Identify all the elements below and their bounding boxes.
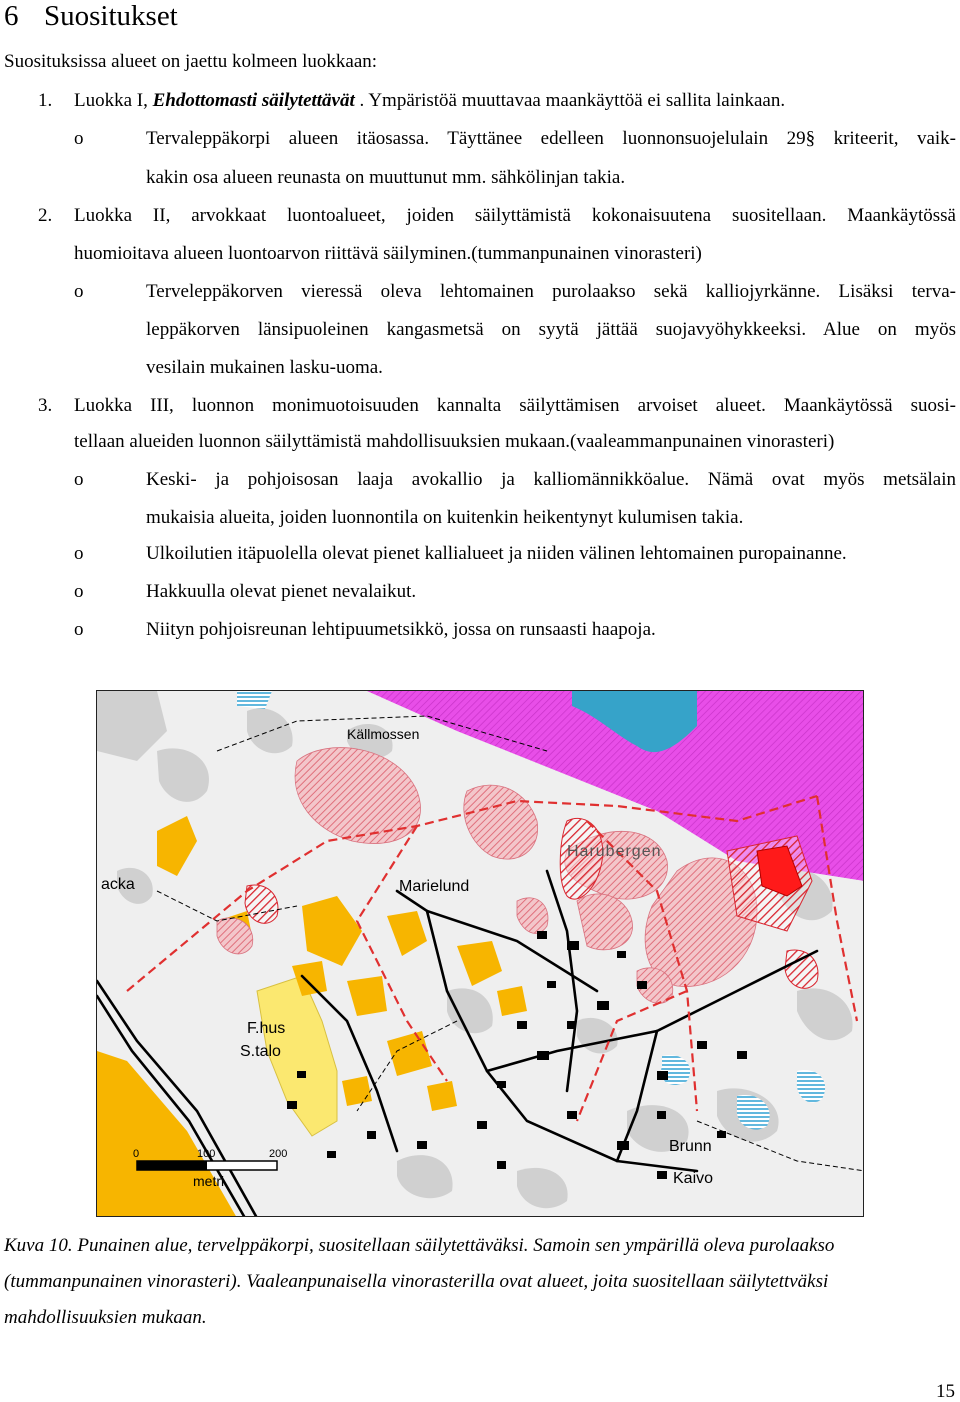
- list-marker: 2.: [38, 205, 53, 226]
- place-label: F.hus: [247, 1020, 286, 1037]
- place-label: S.talo: [240, 1043, 281, 1060]
- list-item-line: Ulkoilutien itäpuolella olevat pienet kallialueet ja niiden välinen lehtomainen puropainanne.: [146, 543, 847, 564]
- list-item-line: leppäkorven länsipuoleinen kangasmetsä on syytä jättää suojavyöhykkeeksi. Alue on myös: [146, 319, 956, 340]
- scale-unit: metri: [193, 1173, 225, 1189]
- place-label: Kaivo: [673, 1170, 714, 1187]
- class-2-line: Luokka II, arvokkaat luontoalueet, joiden säilyttämistä kokonaisuutena suositellaan. Maankäytössä: [74, 205, 956, 226]
- class-3-line: Luokka III, luonnon monimuotoisuuden kannalta säilyttämisen arvoiset alueet. Maankäytössä suosi-: [74, 395, 956, 416]
- scale-tick: 200: [269, 1148, 288, 1160]
- bullet-marker: o: [74, 619, 84, 640]
- page-number: 15: [936, 1381, 955, 1402]
- class-3-line: tellaan alueiden luonnon säilyttämistä mahdollisuuksien mukaan.(vaaleammanpunainen vinorasteri): [74, 431, 835, 452]
- list-item-line: mukaisia alueita, joiden luonnontila on kuitenkin heikentynyt kulumisen takia.: [146, 507, 744, 528]
- class-1-line: Luokka I, Ehdottomasti säilytettävät . Ympäristöä muuttavaa maankäyttöä ei sallita lainkaan.: [74, 90, 786, 111]
- place-label: acka: [101, 876, 135, 893]
- list-item-line: vesilain mukainen lasku-uoma.: [146, 357, 383, 378]
- bullet-marker: o: [74, 581, 84, 602]
- class-1-emphasis: Ehdottomasti säilytettävät: [152, 90, 355, 111]
- list-marker: 1.: [38, 90, 53, 111]
- scale-tick: 100: [197, 1148, 216, 1160]
- bullet-marker: o: [74, 543, 84, 564]
- figure-caption-line: (tummanpunainen vinorasteri). Vaaleanpunaisella vinorasterilla ovat alueet, joita suositellaan säilytettväksi: [4, 1271, 829, 1292]
- place-label: Harubergen: [567, 843, 662, 860]
- scale-tick: 0: [133, 1148, 140, 1160]
- place-label: Brunn: [669, 1138, 712, 1155]
- place-label: Källmossen: [347, 726, 420, 742]
- list-item-line: Terveleppäkorven vieressä oleva lehtomainen purolaakso sekä kalliojyrkänne. Lisäksi terva-: [146, 281, 956, 302]
- bullet-marker: o: [74, 281, 84, 302]
- place-label: Marielund: [399, 878, 470, 895]
- class-2-line: huomioitava alueen luontoarvon riittävä säilyminen.(tummanpunainen vinorasteri): [74, 243, 702, 264]
- list-marker: 3.: [38, 395, 53, 416]
- bullet-marker: o: [74, 469, 84, 490]
- section-heading: [4, 0, 178, 38]
- recommendation-map: [96, 690, 864, 1217]
- list-item-line: Hakkuulla olevat pienet nevalaikut.: [146, 581, 417, 602]
- section-number: 6: [4, 0, 19, 32]
- list-item-line: Tervaleppäkorpi alueen itäosassa. Täyttänee edelleen luonnonsuojelulain 29§ kriteerit, vaik-: [146, 128, 956, 149]
- list-item-line: kakin osa alueen reunasta on muuttunut mm. sähkölinjan takia.: [146, 167, 626, 188]
- list-item-line: Keski- ja pohjoisosan laaja avokallio ja kalliomännikköalue. Nämä ovat myös metsälain: [146, 469, 956, 490]
- bullet-marker: o: [74, 128, 84, 149]
- intro-text: Suosituksissa alueet on jaettu kolmeen luokkaan:: [4, 51, 378, 72]
- list-item-line: Niityn pohjoisreunan lehtipuumetsikkö, jossa on runsaasti haapoja.: [146, 619, 656, 640]
- section-title: Suositukset: [44, 0, 178, 32]
- figure-caption-line: Kuva 10. Punainen alue, tervelppäkorpi, suositellaan säilytettäväksi. Samoin sen ympärillä oleva purolaakso: [4, 1235, 835, 1256]
- figure-caption-line: mahdollisuuksien mukaan.: [4, 1307, 207, 1328]
